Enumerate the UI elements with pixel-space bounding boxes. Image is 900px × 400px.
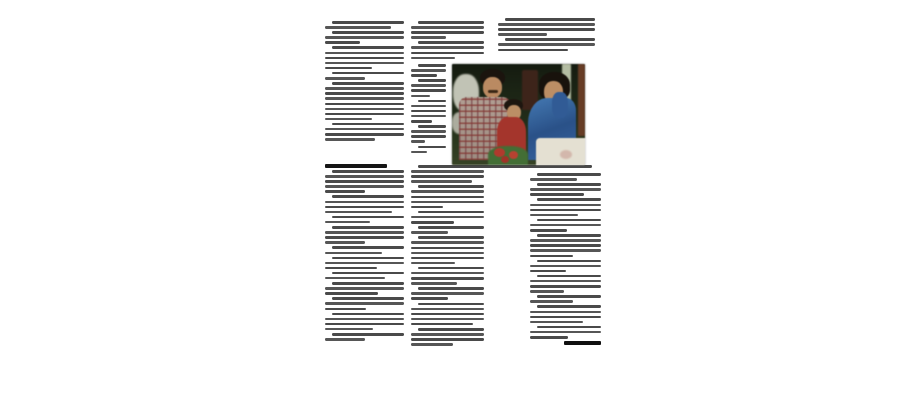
text-line bbox=[505, 18, 595, 21]
text-block-top-right bbox=[498, 18, 595, 63]
paragraph bbox=[325, 313, 404, 331]
photo-flowers-green bbox=[488, 146, 528, 165]
text-line bbox=[325, 328, 373, 331]
paragraph bbox=[325, 333, 404, 341]
text-line bbox=[530, 229, 567, 232]
text-line bbox=[530, 311, 601, 314]
text-line bbox=[325, 318, 404, 321]
text-line bbox=[325, 241, 365, 244]
paragraph bbox=[325, 226, 404, 244]
paragraph bbox=[411, 165, 484, 183]
paragraph bbox=[530, 219, 601, 232]
paragraph bbox=[530, 275, 601, 293]
text-line bbox=[411, 95, 430, 98]
text-line bbox=[411, 297, 448, 300]
text-line bbox=[325, 175, 404, 178]
paragraph bbox=[325, 123, 404, 141]
text-line bbox=[325, 118, 372, 121]
text-column-1-upper bbox=[325, 21, 404, 161]
paragraph bbox=[530, 260, 601, 273]
text-line bbox=[325, 97, 404, 100]
paragraph bbox=[325, 21, 404, 29]
text-line bbox=[332, 195, 404, 198]
text-line bbox=[332, 272, 404, 275]
text-line bbox=[411, 196, 484, 199]
text-line bbox=[418, 226, 484, 229]
text-line bbox=[332, 257, 404, 260]
paragraph bbox=[530, 305, 601, 323]
text-line bbox=[411, 277, 484, 280]
text-line bbox=[537, 173, 601, 176]
text-line bbox=[418, 21, 484, 24]
text-line bbox=[418, 165, 484, 168]
text-column-1-lower bbox=[325, 170, 404, 374]
text-line bbox=[418, 41, 484, 44]
text-line bbox=[411, 216, 484, 219]
text-line bbox=[411, 257, 484, 260]
text-line bbox=[332, 31, 404, 34]
paragraph bbox=[411, 211, 484, 224]
text-line bbox=[411, 110, 446, 113]
text-line bbox=[418, 100, 446, 103]
text-line bbox=[411, 74, 437, 77]
text-line bbox=[325, 231, 404, 234]
text-line bbox=[537, 234, 601, 237]
text-line bbox=[411, 89, 446, 92]
text-line bbox=[325, 308, 366, 311]
text-column-2-lower bbox=[411, 165, 484, 378]
text-line bbox=[530, 290, 564, 293]
text-line bbox=[418, 287, 484, 290]
text-line bbox=[325, 36, 404, 39]
text-line bbox=[411, 36, 446, 39]
text-line bbox=[325, 87, 404, 90]
text-line bbox=[325, 206, 404, 209]
text-line bbox=[325, 57, 404, 60]
text-line bbox=[530, 188, 601, 191]
text-line-under-photo bbox=[481, 165, 595, 172]
text-line bbox=[411, 272, 484, 275]
text-line bbox=[530, 265, 601, 268]
text-line bbox=[325, 201, 404, 204]
author-signature bbox=[564, 341, 601, 345]
text-line bbox=[411, 292, 484, 295]
text-line bbox=[530, 285, 601, 288]
paragraph bbox=[530, 234, 601, 257]
text-line bbox=[332, 46, 404, 49]
paragraph bbox=[325, 282, 404, 295]
text-line bbox=[418, 303, 484, 306]
text-line bbox=[332, 170, 404, 173]
paragraph bbox=[411, 267, 484, 285]
text-line bbox=[530, 270, 566, 273]
text-line bbox=[332, 246, 404, 249]
text-line bbox=[537, 183, 601, 186]
text-column-2-beside-photo bbox=[411, 64, 446, 163]
paragraph bbox=[530, 198, 601, 216]
text-line bbox=[325, 113, 404, 116]
paragraph bbox=[325, 195, 404, 213]
photo-right-edge-strip bbox=[578, 64, 585, 136]
text-line bbox=[411, 338, 484, 341]
text-line bbox=[418, 146, 446, 149]
paragraph bbox=[530, 295, 601, 303]
photo-flower-red-3 bbox=[501, 156, 509, 163]
paragraph bbox=[325, 297, 404, 310]
photo-object-on-table bbox=[560, 150, 572, 159]
paragraph bbox=[481, 165, 595, 168]
text-line bbox=[411, 206, 443, 209]
text-line bbox=[530, 193, 584, 196]
section-heading bbox=[325, 164, 387, 169]
paragraph bbox=[530, 183, 601, 196]
paragraph bbox=[498, 18, 595, 36]
text-line bbox=[530, 331, 601, 334]
paragraph bbox=[325, 216, 404, 224]
text-line bbox=[418, 79, 446, 82]
photo-man-mustache bbox=[488, 90, 498, 93]
text-line bbox=[411, 130, 446, 133]
paragraph bbox=[411, 79, 446, 97]
text-line bbox=[498, 28, 595, 31]
text-line bbox=[411, 151, 427, 154]
text-column-2-top bbox=[411, 21, 484, 63]
text-line bbox=[325, 211, 392, 214]
text-line bbox=[332, 333, 404, 336]
text-line bbox=[505, 38, 595, 41]
text-line bbox=[530, 321, 583, 324]
paragraph bbox=[530, 173, 601, 181]
text-line bbox=[498, 49, 568, 52]
text-line bbox=[530, 280, 601, 283]
text-line bbox=[332, 297, 404, 300]
text-line bbox=[325, 252, 382, 255]
text-line bbox=[411, 140, 425, 143]
text-line bbox=[411, 175, 484, 178]
text-line bbox=[332, 282, 404, 285]
text-line bbox=[530, 300, 573, 303]
text-line bbox=[411, 282, 457, 285]
text-line bbox=[418, 267, 484, 270]
text-line bbox=[411, 221, 454, 224]
text-line bbox=[411, 135, 446, 138]
text-line bbox=[411, 120, 432, 123]
text-line bbox=[411, 190, 484, 193]
paragraph bbox=[411, 287, 484, 300]
text-line bbox=[332, 72, 404, 75]
photo-sari-drape-shoulder bbox=[552, 92, 568, 118]
family-photo bbox=[452, 64, 585, 165]
text-line bbox=[418, 236, 484, 239]
paragraph bbox=[411, 146, 446, 154]
text-line bbox=[537, 198, 601, 201]
text-line bbox=[530, 336, 568, 339]
text-line bbox=[325, 287, 404, 290]
text-line bbox=[325, 52, 404, 55]
paragraph bbox=[411, 100, 446, 123]
text-line bbox=[325, 77, 365, 80]
text-line bbox=[537, 326, 601, 329]
text-line bbox=[411, 31, 484, 34]
text-line bbox=[332, 123, 404, 126]
paragraph bbox=[411, 226, 484, 234]
text-line bbox=[325, 26, 391, 29]
text-line bbox=[530, 224, 601, 227]
text-line bbox=[537, 260, 601, 263]
text-line bbox=[332, 21, 404, 24]
text-line bbox=[325, 302, 404, 305]
text-line bbox=[411, 57, 455, 60]
text-line bbox=[537, 275, 601, 278]
text-line bbox=[325, 133, 404, 136]
text-line bbox=[530, 239, 601, 242]
text-line bbox=[325, 92, 404, 95]
text-line bbox=[411, 262, 455, 265]
text-line bbox=[325, 267, 377, 270]
paragraph bbox=[411, 236, 484, 264]
text-line bbox=[325, 41, 360, 44]
text-line bbox=[498, 43, 595, 46]
text-line bbox=[325, 185, 404, 188]
text-line bbox=[537, 295, 601, 298]
text-line bbox=[411, 231, 448, 234]
paragraph bbox=[411, 21, 484, 39]
paragraph bbox=[411, 303, 484, 326]
text-line bbox=[411, 318, 484, 321]
text-line bbox=[325, 262, 404, 265]
text-line bbox=[325, 338, 365, 341]
paragraph bbox=[325, 31, 404, 44]
text-line bbox=[411, 252, 484, 255]
text-line bbox=[411, 170, 484, 173]
text-line bbox=[537, 305, 601, 308]
text-line bbox=[498, 33, 547, 36]
text-line bbox=[418, 185, 484, 188]
text-line bbox=[411, 52, 484, 55]
paragraph bbox=[325, 170, 404, 193]
text-line bbox=[411, 105, 446, 108]
text-line bbox=[325, 180, 404, 183]
text-line bbox=[411, 201, 484, 204]
text-line bbox=[418, 328, 484, 331]
paragraph bbox=[325, 82, 404, 120]
text-line bbox=[530, 249, 601, 252]
text-line bbox=[325, 108, 404, 111]
paragraph bbox=[530, 326, 601, 339]
paragraph bbox=[411, 328, 484, 346]
paragraph bbox=[411, 64, 446, 77]
text-line bbox=[530, 204, 601, 207]
text-line bbox=[418, 211, 484, 214]
text-line bbox=[332, 313, 404, 316]
text-line bbox=[325, 277, 385, 280]
text-line bbox=[325, 67, 372, 70]
text-line bbox=[325, 190, 365, 193]
text-line bbox=[411, 241, 484, 244]
paragraph bbox=[325, 272, 404, 280]
paragraph bbox=[411, 125, 446, 143]
text-line bbox=[418, 125, 446, 128]
text-column-right bbox=[530, 173, 601, 381]
text-line bbox=[325, 292, 378, 295]
text-line bbox=[411, 46, 484, 49]
text-line bbox=[325, 221, 370, 224]
text-line bbox=[332, 82, 404, 85]
text-line bbox=[411, 69, 446, 72]
text-line bbox=[411, 333, 484, 336]
paragraph bbox=[325, 72, 404, 80]
text-line bbox=[332, 216, 404, 219]
text-line bbox=[537, 219, 601, 222]
text-line bbox=[411, 26, 484, 29]
text-line bbox=[325, 323, 404, 326]
text-line bbox=[530, 255, 573, 258]
paragraph bbox=[411, 185, 484, 208]
text-line bbox=[411, 84, 446, 87]
paragraph bbox=[325, 257, 404, 270]
text-line bbox=[530, 209, 601, 212]
text-line bbox=[418, 64, 446, 67]
text-line bbox=[411, 343, 453, 346]
paragraph bbox=[325, 246, 404, 254]
paragraph bbox=[498, 38, 595, 51]
paragraph bbox=[411, 41, 484, 59]
photo-man-face bbox=[483, 77, 502, 98]
text-line bbox=[411, 247, 484, 250]
text-line bbox=[411, 180, 472, 183]
text-line bbox=[325, 103, 404, 106]
text-line bbox=[325, 62, 404, 65]
text-line bbox=[530, 178, 577, 181]
text-line bbox=[530, 214, 578, 217]
col1-section-heading bbox=[325, 161, 404, 170]
text-line bbox=[411, 323, 473, 326]
text-line bbox=[325, 128, 404, 131]
text-line bbox=[411, 308, 484, 311]
text-line bbox=[325, 236, 404, 239]
paragraph bbox=[325, 46, 404, 69]
text-line bbox=[530, 244, 601, 247]
text-line bbox=[481, 165, 592, 168]
text-line bbox=[411, 115, 446, 118]
photo-flower-red-2 bbox=[509, 151, 518, 159]
text-line bbox=[530, 316, 601, 319]
text-line bbox=[498, 23, 595, 26]
text-line bbox=[332, 226, 404, 229]
text-line bbox=[325, 138, 375, 141]
text-line bbox=[411, 313, 484, 316]
